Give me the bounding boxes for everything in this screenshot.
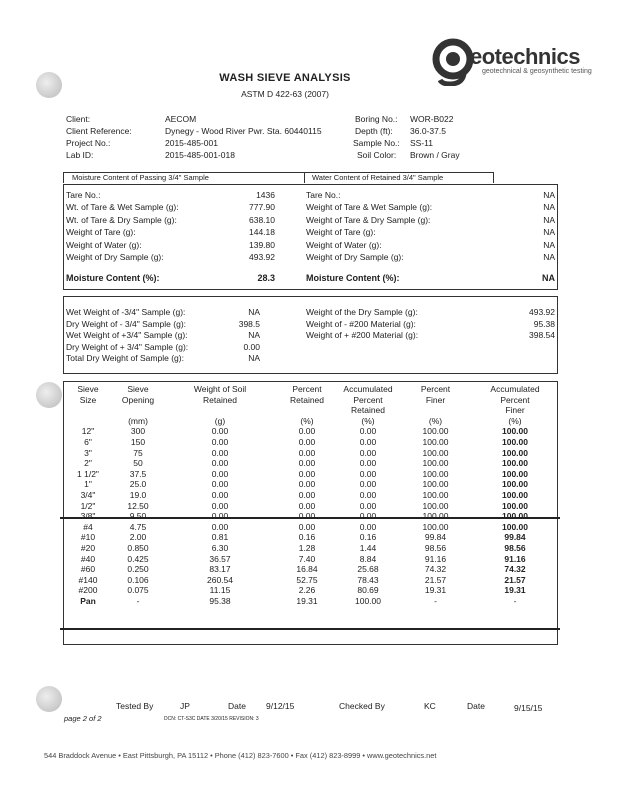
table-cell: 100.00 (502, 436, 528, 447)
col-accfiner-h2: Percent (500, 394, 530, 405)
col-finer-h2: Finer (425, 394, 446, 405)
table-cell: 0.250 (127, 564, 149, 575)
row-label: Weight of Water (g): (66, 239, 142, 250)
table-row (64, 543, 557, 554)
table-cell: 74.32 (424, 564, 447, 575)
table-cell: 0.00 (298, 500, 316, 511)
row-label: Dry Weight of + 3/4" Sample (g): (66, 341, 189, 352)
col-accret-h3: Retained (350, 405, 386, 416)
col-opening-h1: Sieve (127, 384, 149, 394)
table-row (64, 448, 557, 459)
table-cell: 25.68 (357, 564, 379, 575)
tested-by-value: JP (180, 701, 190, 711)
table-row (64, 479, 557, 490)
table-cell: 0.00 (298, 521, 316, 532)
table-cell: 0.00 (298, 447, 316, 458)
table-cell: - (434, 595, 437, 606)
client-label: Client: (66, 114, 91, 124)
moisture-left-mc-label: Moisture Content (%): (66, 273, 160, 283)
row-label: Weight of Dry Sample (g): (66, 252, 164, 262)
table-cell: 0.00 (298, 468, 316, 479)
table-cell: 100.00 (502, 489, 528, 500)
table-row (64, 490, 557, 501)
moisture-right-mc-value: NA (542, 273, 555, 283)
row-value: 0.00 (243, 341, 260, 352)
table-cell: 99.84 (504, 532, 526, 543)
table-cell: 50 (133, 458, 143, 469)
table-cell: 12.50 (127, 500, 149, 511)
row-value: 95.38 (533, 318, 555, 329)
table-row (64, 426, 557, 437)
table-cell: 3" (84, 447, 92, 458)
date2-label: Date (467, 701, 485, 711)
table-cell: 0.00 (298, 426, 316, 437)
table-cell: 6" (84, 436, 92, 447)
table-cell: 0.81 (211, 532, 229, 543)
company-logo (432, 38, 592, 90)
punch-hole (36, 382, 62, 408)
row-label: Weight of Tare & Dry Sample (g): (306, 214, 431, 225)
table-cell: 0.00 (211, 479, 229, 490)
table-cell: 91.16 (504, 553, 526, 564)
table-cell: 98.56 (504, 542, 526, 553)
page-title: WASH SIEVE ANALYSIS (219, 72, 351, 84)
row-label: Weight of Tare (g): (66, 227, 136, 238)
moisture-left-header: Moisture Content of Passing 3/4" Sample (72, 173, 209, 182)
table-cell: 100.00 (502, 426, 528, 437)
table-cell: 1.28 (298, 542, 316, 553)
sample-no-label: Sample No.: (353, 138, 400, 148)
table-cell: 100.00 (502, 511, 528, 522)
table-cell: 0.00 (211, 426, 229, 437)
table-row (64, 511, 557, 522)
table-cell: 11.15 (209, 585, 231, 596)
table-cell: 0.00 (298, 489, 316, 500)
row-value: 1436 (256, 190, 275, 200)
table-header-row (64, 405, 557, 416)
table-cell: 100.00 (502, 447, 528, 458)
table-cell: 100.00 (502, 468, 528, 479)
table-cell: 91.16 (424, 553, 447, 564)
unit-cell: (mm) (128, 415, 148, 426)
logo-g-icon (432, 38, 474, 86)
row-label: Weight of Dry Sample (g): (306, 252, 404, 262)
sample-no-value: SS-11 (410, 138, 433, 148)
company-address: 544 Braddock Avenue • East Pittsburgh, PA 15112 • Phone (412) 823-7600 • Fax (412) 823-8999 • www.geotechnics.net (44, 751, 437, 760)
depth-label: Depth (ft): (355, 126, 393, 136)
table-cell: 150 (130, 436, 146, 447)
table-cell: #140 (78, 574, 98, 585)
table-row (64, 554, 557, 565)
unit-cell: (%) (428, 415, 443, 426)
table-cell: 1 1/2" (77, 468, 99, 479)
client-ref-label: Client Reference: (66, 126, 132, 136)
tested-by-label: Tested By (116, 701, 154, 711)
table-cell: 0.850 (127, 542, 149, 553)
row-label: Weight of the Dry Sample (g): (306, 307, 418, 317)
table-cell: 21.57 (424, 574, 447, 585)
lab-id-value: 2015-485-001-018 (165, 150, 235, 160)
date1-value: 9/12/15 (266, 701, 295, 711)
table-cell: 2.00 (129, 532, 147, 543)
table-cell: 0.00 (211, 447, 229, 458)
table-cell: #60 (80, 564, 96, 575)
table-cell: 12" (81, 426, 95, 437)
row-value: NA (543, 252, 555, 262)
row-value: NA (543, 202, 555, 213)
table-cell: 1" (84, 479, 92, 490)
table-row (64, 469, 557, 480)
table-cell: 0.00 (211, 436, 229, 447)
row-label: Tare No.: (306, 190, 341, 200)
table-cell: 3/4" (80, 489, 96, 500)
table-cell: 0.00 (211, 511, 229, 522)
row-value: NA (248, 330, 260, 341)
table-cell: 100.00 (422, 479, 449, 490)
row-value: 777.90 (249, 202, 275, 213)
table-row (64, 585, 557, 596)
table-cell: 6.30 (211, 542, 229, 553)
table-cell: 260.54 (207, 574, 233, 585)
client-ref-value: Dynegy - Wood River Pwr. Sta. 60440115 (165, 126, 322, 136)
table-cell: #20 (80, 542, 96, 553)
table-cell: 75 (133, 447, 143, 458)
col-accfiner-h3: Finer (505, 405, 525, 416)
moisture-right-header: Water Content of Retained 3/4" Sample (312, 173, 444, 182)
table-cell: 3/8" (80, 511, 96, 522)
table-cell: 100.00 (355, 595, 381, 606)
table-cell: 0.16 (359, 532, 377, 543)
checked-by-label: Checked By (339, 701, 385, 711)
table-cell: - (513, 595, 517, 606)
table-cell: 4.75 (129, 521, 147, 532)
table-units-row (64, 416, 557, 427)
row-value: 144.18 (249, 227, 275, 238)
col-retained-h1: Weight of Soil (193, 384, 247, 394)
project-no-value: 2015-485-001 (165, 138, 218, 148)
table-cell: 74.32 (504, 564, 526, 575)
table-cell: 0.00 (211, 489, 229, 500)
table-cell: 16.84 (296, 564, 318, 575)
sieve-table (64, 384, 557, 606)
row-value: 493.92 (529, 307, 555, 317)
table-cell: 100.00 (502, 521, 528, 532)
table-cell: 0.00 (359, 468, 377, 479)
table-cell: 0.00 (211, 500, 229, 511)
col-finer-h1: Percent (420, 384, 451, 394)
table-row (64, 437, 557, 448)
col-retained-h2: Retained (202, 394, 238, 405)
table-cell: 2.26 (298, 585, 316, 596)
document-code: DCN: CT-S3C DATE 3/20/15 REVISION: 3 (164, 716, 259, 722)
date1-label: Date (228, 701, 246, 711)
row-label: Weight of Tare (g): (306, 227, 376, 238)
depth-value: 36.0-37.5 (410, 126, 446, 136)
table-cell: 0.00 (359, 489, 377, 500)
unit-cell: (g) (214, 415, 226, 426)
row-label: Dry Weight of - 3/4" Sample (g): (66, 318, 187, 329)
table-cell: 100.00 (502, 479, 528, 490)
table-cell: 83.17 (209, 564, 231, 575)
table-cell: 0.00 (359, 458, 377, 469)
table-cell: 2" (84, 458, 92, 469)
table-row (64, 564, 557, 575)
row-value: 493.92 (249, 252, 275, 262)
row-label: Tare No.: (66, 190, 101, 200)
table-cell: 0.00 (298, 458, 316, 469)
row-label: Total Dry Weight of Sample (g): (66, 353, 184, 364)
table-cell: 19.31 (296, 595, 318, 606)
unit-cell: (%) (508, 415, 522, 426)
table-cell: 95.38 (209, 595, 231, 606)
row-value: NA (248, 353, 260, 364)
table-cell: 100.00 (422, 447, 449, 458)
table-cell: 0.00 (298, 436, 316, 447)
table-cell: #200 (78, 585, 98, 596)
col-pctret-h1: Percent (292, 384, 322, 394)
col-accret-h2: Percent (353, 394, 383, 405)
table-cell: 0.00 (359, 447, 377, 458)
table-cell: 1/2" (80, 500, 96, 511)
row-value: 638.10 (249, 214, 275, 225)
table-header-row (64, 384, 557, 395)
table-cell: 19.0 (129, 489, 147, 500)
table-cell: 19.31 (504, 585, 526, 596)
lab-id-label: Lab ID: (66, 150, 94, 160)
table-cell: 300 (130, 426, 146, 437)
table-cell: 100.00 (422, 500, 449, 511)
pan-row (64, 596, 557, 607)
table-cell: 0.00 (298, 479, 316, 490)
moisture-left-mc-value: 28.3 (257, 273, 275, 283)
checked-by-value: KC (424, 701, 436, 711)
row-value: 139.80 (249, 239, 275, 250)
table-cell: 21.57 (504, 574, 526, 585)
row-label: Wt. of Tare & Dry Sample (g): (66, 214, 177, 225)
table-row (64, 532, 557, 543)
table-cell: 9.50 (129, 511, 147, 522)
table-cell: 100.00 (422, 426, 449, 437)
table-cell: 0.00 (359, 511, 377, 522)
table-cell: 99.84 (424, 532, 447, 543)
table-cell: 78.43 (357, 574, 379, 585)
table-cell: 0.00 (359, 521, 377, 532)
page-number: page 2 of 2 (64, 714, 102, 723)
col-accret-h1: Accumulated (343, 384, 393, 394)
table-cell: 100.00 (502, 500, 528, 511)
moisture-right-mc-label: Moisture Content (%): (306, 273, 400, 283)
row-label: Weight of - #200 Material (g): (306, 318, 416, 329)
table-row (64, 522, 557, 533)
table-cell: 100.00 (422, 489, 449, 500)
table-cell: 0.00 (211, 458, 229, 469)
table-cell: 100.00 (422, 458, 449, 469)
table-cell: 0.00 (359, 500, 377, 511)
table-divider (60, 628, 560, 630)
date2-value: 9/15/15 (514, 703, 543, 713)
table-cell: #10 (80, 532, 96, 543)
table-cell: 0.106 (127, 574, 149, 585)
row-label: Wt. of Tare & Wet Sample (g): (66, 202, 179, 213)
row-value: NA (248, 307, 260, 317)
row-label: Wet Weight of -3/4" Sample (g): (66, 307, 186, 317)
table-cell: Pan (80, 595, 96, 606)
table-cell: 0.425 (127, 553, 149, 564)
table-cell: 0.00 (298, 511, 316, 522)
table-cell: 0.00 (359, 426, 377, 437)
table-cell: 0.00 (359, 436, 377, 447)
unit-cell: (%) (300, 415, 314, 426)
table-cell: 100.00 (422, 511, 449, 522)
col-accfiner-h1: Accumulated (490, 384, 540, 394)
row-label: Wet Weight of +3/4" Sample (g): (66, 330, 188, 341)
col-pctret-h2: Retained (289, 394, 325, 405)
soil-color-label: Soil Color: (357, 150, 397, 160)
table-cell: 52.75 (296, 574, 318, 585)
col-size-h2: Size (79, 394, 97, 405)
table-cell: 0.16 (298, 532, 316, 543)
soil-color-value: Brown / Gray (410, 150, 460, 160)
client-value: AECOM (165, 114, 197, 124)
table-header-row (64, 395, 557, 406)
row-value: NA (543, 190, 555, 200)
table-cell: 0.075 (127, 585, 149, 596)
row-value: 398.54 (529, 330, 555, 341)
table-cell: #40 (80, 553, 96, 564)
row-value: NA (543, 239, 555, 250)
table-cell: 1.44 (359, 542, 377, 553)
table-cell: 98.56 (424, 542, 447, 553)
table-cell: 37.5 (129, 468, 147, 479)
row-label: Weight of Tare & Wet Sample (g): (306, 202, 433, 213)
col-opening-h2: Opening (121, 394, 155, 405)
table-cell: 0.00 (211, 468, 229, 479)
table-cell: 36.57 (209, 553, 231, 564)
table-cell: 7.40 (298, 553, 316, 564)
table-cell: #4 (83, 521, 93, 532)
row-value: NA (543, 227, 555, 238)
punch-hole (36, 72, 62, 98)
unit-cell: (%) (361, 415, 375, 426)
table-cell: 25.0 (129, 479, 147, 490)
table-cell: 0.00 (211, 521, 229, 532)
table-row (64, 458, 557, 469)
table-cell: 100.00 (502, 458, 528, 469)
table-cell: 100.00 (422, 468, 449, 479)
table-cell: - (136, 595, 140, 606)
page-subtitle: ASTM D 422-63 (2007) (241, 89, 329, 99)
punch-hole (36, 686, 62, 712)
boring-no-value: WOR-B022 (410, 114, 454, 124)
table-cell: 19.31 (424, 585, 447, 596)
table-cell: 100.00 (422, 436, 449, 447)
table-row (64, 575, 557, 586)
table-cell: 8.84 (359, 553, 377, 564)
table-cell: 100.00 (422, 521, 449, 532)
row-value: NA (543, 214, 555, 225)
logo-wordmark: eotechnics (470, 44, 580, 69)
table-row (64, 501, 557, 512)
row-label: Weight of Water (g): (306, 239, 382, 250)
row-label: Weight of + #200 Material (g): (306, 330, 419, 341)
unit-cell (64, 416, 112, 427)
row-value: 398.5 (238, 318, 260, 329)
table-cell: 0.00 (359, 479, 377, 490)
boring-no-label: Boring No.: (355, 114, 398, 124)
logo-tagline: geotechnical & geosynthetic testing (482, 68, 592, 75)
col-size-h1: Sieve (77, 384, 99, 394)
project-no-label: Project No.: (66, 138, 111, 148)
table-cell: 80.69 (357, 585, 379, 596)
